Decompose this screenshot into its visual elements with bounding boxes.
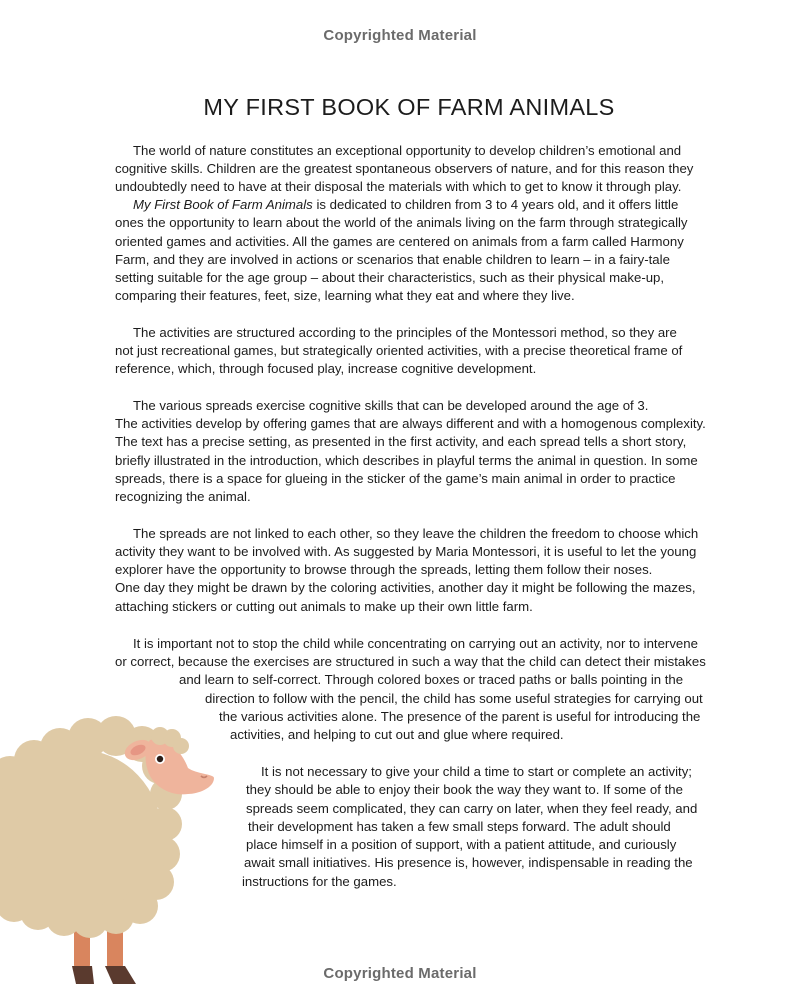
text-line: The text has a precise setting, as presented in the first activity, and each spread tells a short story, [115, 434, 687, 449]
text-line: The activities are structured according to the principles of the Montessori method, so they are [133, 325, 677, 340]
text-line: instructions for the games. [242, 874, 397, 889]
text-line: The various spreads exercise cognitive skills that can be developed around the age of 3. [133, 398, 649, 413]
text-line: they should be able to enjoy their book the way they want to. If some of the [246, 782, 683, 797]
text-line: activity they want to be involved with. As suggested by Maria Montessori, it is useful to let the young [115, 544, 697, 559]
text-line: direction to follow with the pencil, the child has some useful strategies for carrying out [205, 691, 703, 706]
watermark-bottom: Copyrighted Material [323, 965, 477, 982]
text-line: Farm, and they are involved in actions or scenarios that enable children to learn – in a fairy-tale [115, 252, 670, 267]
text-line: It is not necessary to give your child a time to start or complete an activity; [261, 764, 692, 779]
page-title: MY FIRST BOOK OF FARM ANIMALS [203, 94, 615, 120]
text-line: await small initiatives. His presence is, however, indispensable in reading the [244, 855, 693, 870]
text-line: cognitive skills. Children are the greatest spontaneous observers of nature, and for this reason they [115, 161, 694, 176]
text-line: ones the opportunity to learn about the world of the animals living on the farm through strategically [115, 215, 688, 230]
text-line: The world of nature constitutes an exceptional opportunity to develop children’s emotional and [133, 143, 682, 158]
text-line: their development has taken a few small steps forward. The adult should [248, 819, 671, 834]
text-line: oriented games and activities. All the games are centered on animals from a farm called Harmony [115, 234, 684, 249]
text-line: reference, which, through focused play, increase cognitive development. [115, 361, 537, 376]
text-span: is dedicated to children from 3 to 4 years old, and it offers little [312, 197, 679, 212]
text-line: attaching stickers or cutting out animals to make up their own little farm. [115, 599, 533, 614]
book-title-italic: My First Book of Farm Animals [133, 197, 313, 212]
text-line: the various activities alone. The presence of the parent is useful for introducing the [219, 709, 701, 724]
text-line: or correct, because the exercises are structured in such a way that the child can detect their mistakes [115, 654, 706, 669]
text-line: comparing their features, feet, size, learning what they eat and where they live. [115, 288, 575, 303]
text-line: It is important not to stop the child while concentrating on carrying out an activity, nor to intervene [133, 636, 698, 651]
text-line: undoubtedly need to have at their disposal the materials with which to get to know it through play. [115, 179, 682, 194]
text-line: recognizing the animal. [115, 489, 251, 504]
text-line: briefly illustrated in the introduction, which describes in playful terms the animal in question. In some [115, 453, 698, 468]
text-line: explorer have the opportunity to browse through the spreads, letting them follow their noses. [115, 562, 653, 577]
sheep-icon [0, 716, 220, 986]
text-line: activities, and helping to cut out and glue where required. [230, 727, 564, 742]
text-line: and learn to self-correct. Through colored boxes or traced paths or balls pointing in the [179, 672, 684, 687]
text-line: not just recreational games, but strategically oriented activities, with a precise theoretical frame of [115, 343, 683, 358]
text-line: One day they might be drawn by the coloring activities, another day it might be following the mazes, [115, 580, 696, 595]
sheep-pupil [157, 756, 163, 762]
text-line: spreads, there is a space for glueing in the sticker of the game’s main animal in order to practice [115, 471, 676, 486]
watermark-top: Copyrighted Material [323, 27, 477, 44]
text-line: The activities develop by offering games that are always different and with a homogenous complexity. [115, 416, 706, 431]
text-line: The spreads are not linked to each other, so they leave the children the freedom to choose which [133, 526, 699, 541]
text-line: setting suitable for the age group – about their characteristics, such as their physical make-up, [115, 270, 665, 285]
text-line [133, 196, 678, 214]
text-line: spreads seem complicated, they can carry on later, when they feel ready, and [246, 801, 698, 816]
text-line: place himself in a position of support, with a patient attitude, and curiously [246, 837, 677, 852]
